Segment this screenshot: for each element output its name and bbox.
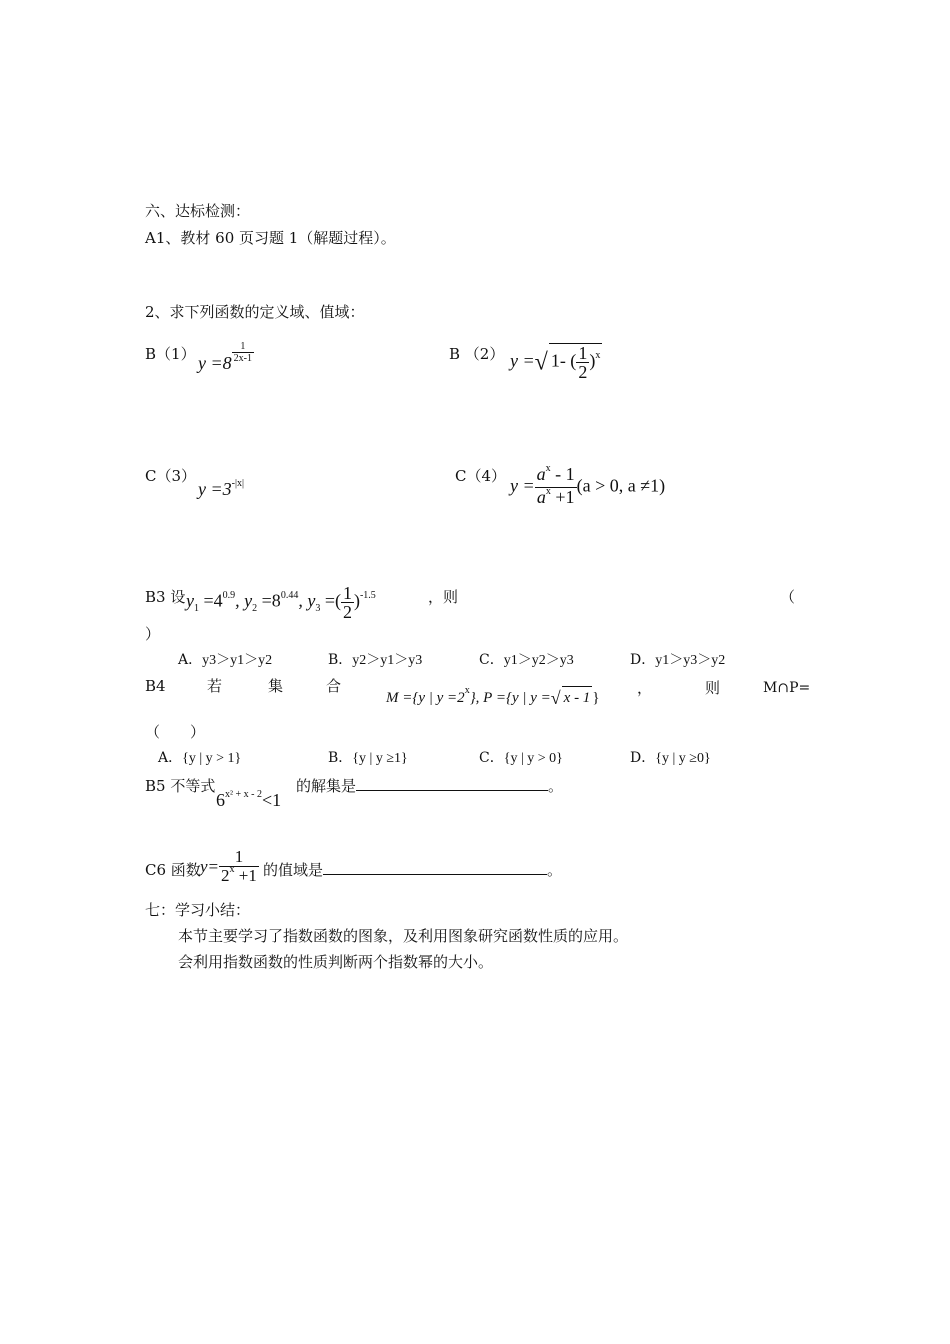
b2-formula: y =√ 1- ( $\frac{1}{2}$ )$^x$ bbox=[510, 343, 601, 382]
b1-label: B（1） bbox=[145, 345, 196, 363]
c4-formula: y = $\frac{a^x - 1}{a^x +1}$ (a > 0, a ≠1) bbox=[510, 463, 666, 507]
c3-label: C（3） bbox=[145, 467, 197, 485]
summary-line-2: 会利用指数函数的性质判断两个指数幂的大小。 bbox=[178, 953, 494, 971]
b3-option-a: A．y3＞y1＞y2 bbox=[178, 652, 273, 668]
b5-prefix: B5 不等式 bbox=[145, 777, 216, 795]
b3-prefix: B3 设 bbox=[145, 588, 186, 606]
b4-sets-formula: M ={y | $y =2^x$}, P ={y | y =√ x - 1 } bbox=[386, 685, 600, 708]
b4-option-a: A．{y | y > 1} bbox=[158, 750, 242, 766]
question-2-title: 2、求下列函数的定义域、值域： bbox=[145, 303, 365, 321]
b5-suffix: 的解集是 。 bbox=[296, 777, 564, 795]
b4-then: 则 bbox=[705, 679, 721, 697]
b2-label: B （2） bbox=[449, 345, 505, 363]
b3-option-d: D．y1＞y3＞y2 bbox=[630, 652, 726, 668]
b3-paren-open: （ bbox=[780, 588, 796, 606]
b4-word-ji: 集 bbox=[268, 677, 284, 695]
b4-word-label: B4 bbox=[145, 677, 166, 695]
c4-label: C（4） bbox=[455, 467, 507, 485]
c6-answer-blank[interactable] bbox=[323, 860, 547, 875]
section-7-title: 七：学习小结： bbox=[145, 901, 251, 919]
b3-formula: $y_1 =4^{0.9}$, $y_2 =8^{0.44}$, $y_3$ =( $\frac{1}{2}$ )$^{-1.5}$ bbox=[186, 583, 376, 622]
summary-line-1: 本节主要学习了指数函数的图象，及利用图象研究函数性质的应用。 bbox=[178, 927, 629, 945]
b4-word-ruo: 若 bbox=[207, 677, 223, 695]
b4-word-he: 合 bbox=[326, 677, 342, 695]
b3-option-b: B．y2＞y1＞y3 bbox=[328, 652, 423, 668]
c3-formula: $y =3^{-|x|}$ bbox=[198, 478, 244, 499]
c6-formula: y= $\frac{1}{2^x +1}$ bbox=[200, 847, 257, 885]
b4-option-b: B．{y | y ≥1} bbox=[328, 750, 408, 766]
question-a1: A1、教材 60 页习题 1（解题过程）。 bbox=[145, 229, 396, 247]
b5-formula: $6^{x^2 + x - 2}<1$ bbox=[216, 789, 282, 810]
b4-paren: （ ） bbox=[145, 723, 206, 741]
b4-question: M∩P= bbox=[763, 680, 811, 696]
c6-suffix: 的值域是 。 bbox=[263, 861, 563, 879]
b3-suffix: ，则 bbox=[428, 588, 459, 606]
b5-answer-blank[interactable] bbox=[356, 776, 548, 791]
section-6-title: 六、达标检测： bbox=[145, 202, 251, 220]
b3-option-c: C．y1＞y2＞y3 bbox=[479, 652, 574, 668]
b3-paren-close: ） bbox=[145, 625, 161, 643]
b1-formula: y =8 $\frac{1}{2x-1}$ bbox=[198, 341, 252, 373]
c6-prefix: C6 函数 bbox=[145, 861, 201, 879]
b4-option-d: D．{y | y ≥0} bbox=[630, 750, 711, 766]
b4-option-c: C．{y | y > 0} bbox=[479, 750, 563, 766]
b4-comma: ， bbox=[637, 679, 653, 697]
